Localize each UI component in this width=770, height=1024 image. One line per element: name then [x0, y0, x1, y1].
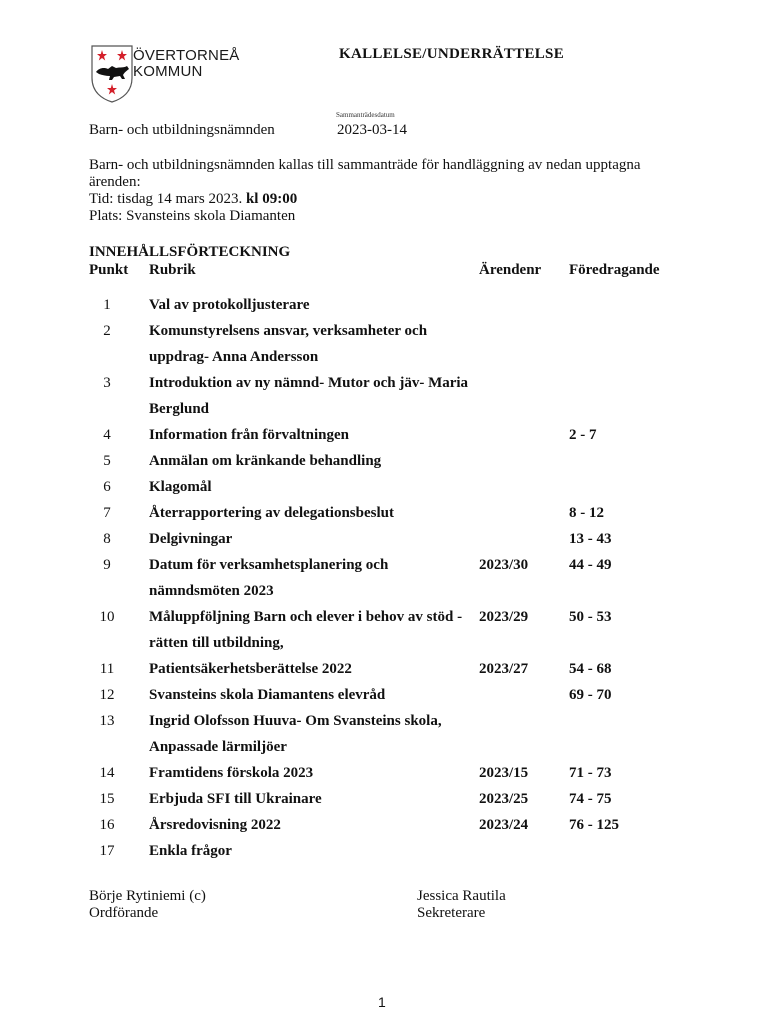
agenda-item-pages: 69 - 70 [569, 687, 612, 703]
agenda-item [0, 500, 770, 526]
agenda-item-pages: 74 - 75 [569, 791, 612, 807]
agenda-item-title-line: Återrapportering av delegationsbeslut [149, 505, 394, 521]
agenda-item-pages: 71 - 73 [569, 765, 612, 781]
agenda-item-number: 5 [103, 453, 111, 469]
agenda-item-number: 3 [103, 375, 111, 391]
intro-text [89, 157, 669, 225]
meeting-date-label: Sammanträdesdatum [336, 111, 395, 119]
agenda-item-title-line: rätten till utbildning, [149, 635, 284, 651]
agenda-item-number: 6 [103, 479, 111, 495]
agenda-item-title-line: Datum för verksamhetsplanering och [149, 557, 389, 573]
meeting-date-value: 2023-03-14 [337, 122, 407, 138]
agenda-item-title [149, 500, 469, 526]
agenda-item [0, 552, 770, 604]
agenda-item-title [149, 838, 469, 864]
agenda-item-pages: 76 - 125 [569, 817, 619, 833]
agenda-item [0, 474, 770, 500]
agenda-item-pages: 44 - 49 [569, 557, 612, 573]
agenda-item-title [149, 760, 469, 786]
agenda-item-pages: 2 - 7 [569, 427, 597, 443]
municipality-coat-of-arms-icon [90, 44, 134, 104]
agenda-item-title [149, 656, 469, 682]
secretary-role: Sekreterare [417, 905, 486, 921]
agenda-item-number: 7 [103, 505, 111, 521]
agenda-item [0, 760, 770, 786]
agenda-item-title [149, 604, 469, 656]
agenda-item-title-line: Årsredovisning 2022 [149, 817, 281, 833]
agenda-item-title [149, 318, 469, 370]
agenda-item [0, 526, 770, 552]
agenda-item [0, 786, 770, 812]
agenda-item-title [149, 370, 469, 422]
agenda-item-number: 9 [103, 557, 111, 573]
agenda-item-case-number: 2023/25 [479, 791, 529, 807]
agenda-item-title-line: Anpassade lärmiljöer [149, 739, 287, 755]
agenda-item [0, 370, 770, 422]
agenda-item [0, 708, 770, 760]
agenda-item-number: 16 [99, 817, 115, 833]
agenda-item-title [149, 552, 469, 604]
agenda-item-title [149, 812, 469, 838]
agenda-item-pages: 13 - 43 [569, 531, 612, 547]
agenda-item-title-line: Enkla frågor [149, 843, 232, 859]
agenda-item-number: 4 [103, 427, 111, 443]
intro-time-bold: kl 09:00 [245, 191, 298, 207]
toc-title: INNEHÅLLSFÖRTECKNING [89, 244, 291, 260]
agenda-item-title-line: Svansteins skola Diamantens elevråd [149, 687, 386, 703]
agenda-item-title-line: Delgivningar [149, 531, 233, 547]
secretary-name: Jessica Rautila [417, 888, 506, 904]
organization-name-line2: KOMMUN [133, 63, 203, 80]
agenda-item-title-line: Klagomål [149, 479, 212, 495]
agenda-item [0, 292, 770, 318]
agenda-item-title-line: Måluppföljning Barn och elever i behov av stöd - [149, 609, 463, 625]
column-header-punkt: Punkt [89, 262, 129, 278]
agenda-item-number: 17 [99, 843, 115, 859]
agenda-item-title-line: Ingrid Olofsson Huuva- Om Svansteins skola, [149, 713, 442, 729]
agenda-item-title-line: uppdrag- Anna Andersson [149, 349, 319, 365]
agenda-item-case-number: 2023/15 [479, 765, 529, 781]
agenda-item-case-number: 2023/24 [479, 817, 529, 833]
agenda-item-number: 1 [103, 297, 111, 313]
agenda-item-case-number: 2023/29 [479, 609, 529, 625]
agenda-item-title-line: Komunstyrelsens ansvar, verksamheter och [149, 323, 428, 339]
agenda-item-title-line: Berglund [149, 401, 210, 417]
agenda-item-title-line: Anmälan om kränkande behandling [149, 453, 382, 469]
agenda-item [0, 318, 770, 370]
agenda-item-number: 10 [99, 609, 115, 625]
agenda-item-number: 15 [99, 791, 115, 807]
agenda-item-number: 2 [103, 323, 111, 339]
column-header-foredragande: Föredragande [569, 262, 660, 278]
organization-name [133, 48, 239, 80]
agenda-item-number: 12 [99, 687, 115, 703]
agenda-item-title [149, 786, 469, 812]
agenda-item-case-number: 2023/30 [479, 557, 529, 573]
agenda-item [0, 812, 770, 838]
agenda-item-title [149, 448, 469, 474]
agenda-item [0, 682, 770, 708]
agenda-item-number: 14 [99, 765, 115, 781]
agenda-item-number: 8 [103, 531, 111, 547]
agenda-item-pages: 8 - 12 [569, 505, 604, 521]
agenda-item-title-line: Erbjuda SFI till Ukrainare [149, 791, 322, 807]
agenda-item [0, 838, 770, 864]
signature-secretary [417, 888, 506, 922]
agenda-item-title [149, 474, 469, 500]
page-number: 1 [378, 994, 386, 1010]
committee-name: Barn- och utbildningsnämnden [89, 122, 275, 138]
agenda-item [0, 448, 770, 474]
signature-chair [89, 888, 206, 922]
agenda-item-number: 13 [99, 713, 115, 729]
column-header-arendenr: Ärendenr [479, 262, 542, 278]
document-title: KALLELSE/UNDERRÄTTELSE [339, 46, 565, 62]
agenda-item-title-line: nämndsmöten 2023 [149, 583, 274, 599]
agenda-item [0, 604, 770, 656]
agenda-item-title-line: Patientsäkerhetsberättelse 2022 [149, 661, 352, 677]
chair-name: Börje Rytiniemi (c) [89, 888, 206, 904]
agenda-item-title [149, 292, 469, 318]
chair-role: Ordförande [89, 905, 159, 921]
agenda-item [0, 422, 770, 448]
agenda-item-pages: 50 - 53 [569, 609, 612, 625]
agenda-item-title-line: Val av protokolljusterare [149, 297, 310, 313]
agenda-item-pages: 54 - 68 [569, 661, 612, 677]
column-header-rubrik: Rubrik [149, 262, 196, 278]
agenda-item-title-line: Introduktion av ny nämnd- Mutor och jäv- Maria [149, 375, 469, 391]
intro-time-prefix: Tid: tisdag 14 mars 2023. [89, 191, 243, 207]
agenda-item-title [149, 422, 469, 448]
agenda-item-title [149, 526, 469, 552]
intro-summons: Barn- och utbildningsnämnden kallas till sammanträde för handläggning av nedan upptagna ärenden: [89, 157, 641, 190]
agenda-item-title-line: Framtidens förskola 2023 [149, 765, 314, 781]
agenda-item-title-line: Information från förvaltningen [149, 427, 349, 443]
agenda-item [0, 656, 770, 682]
organization-name-line1: ÖVERTORNEÅ [133, 47, 240, 64]
agenda-item-title [149, 708, 469, 760]
agenda-item-title [149, 682, 469, 708]
intro-time [89, 191, 669, 208]
agenda-item-number: 11 [99, 661, 115, 677]
agenda-item-case-number: 2023/27 [479, 661, 529, 677]
intro-place: Plats: Svansteins skola Diamanten [89, 208, 296, 224]
